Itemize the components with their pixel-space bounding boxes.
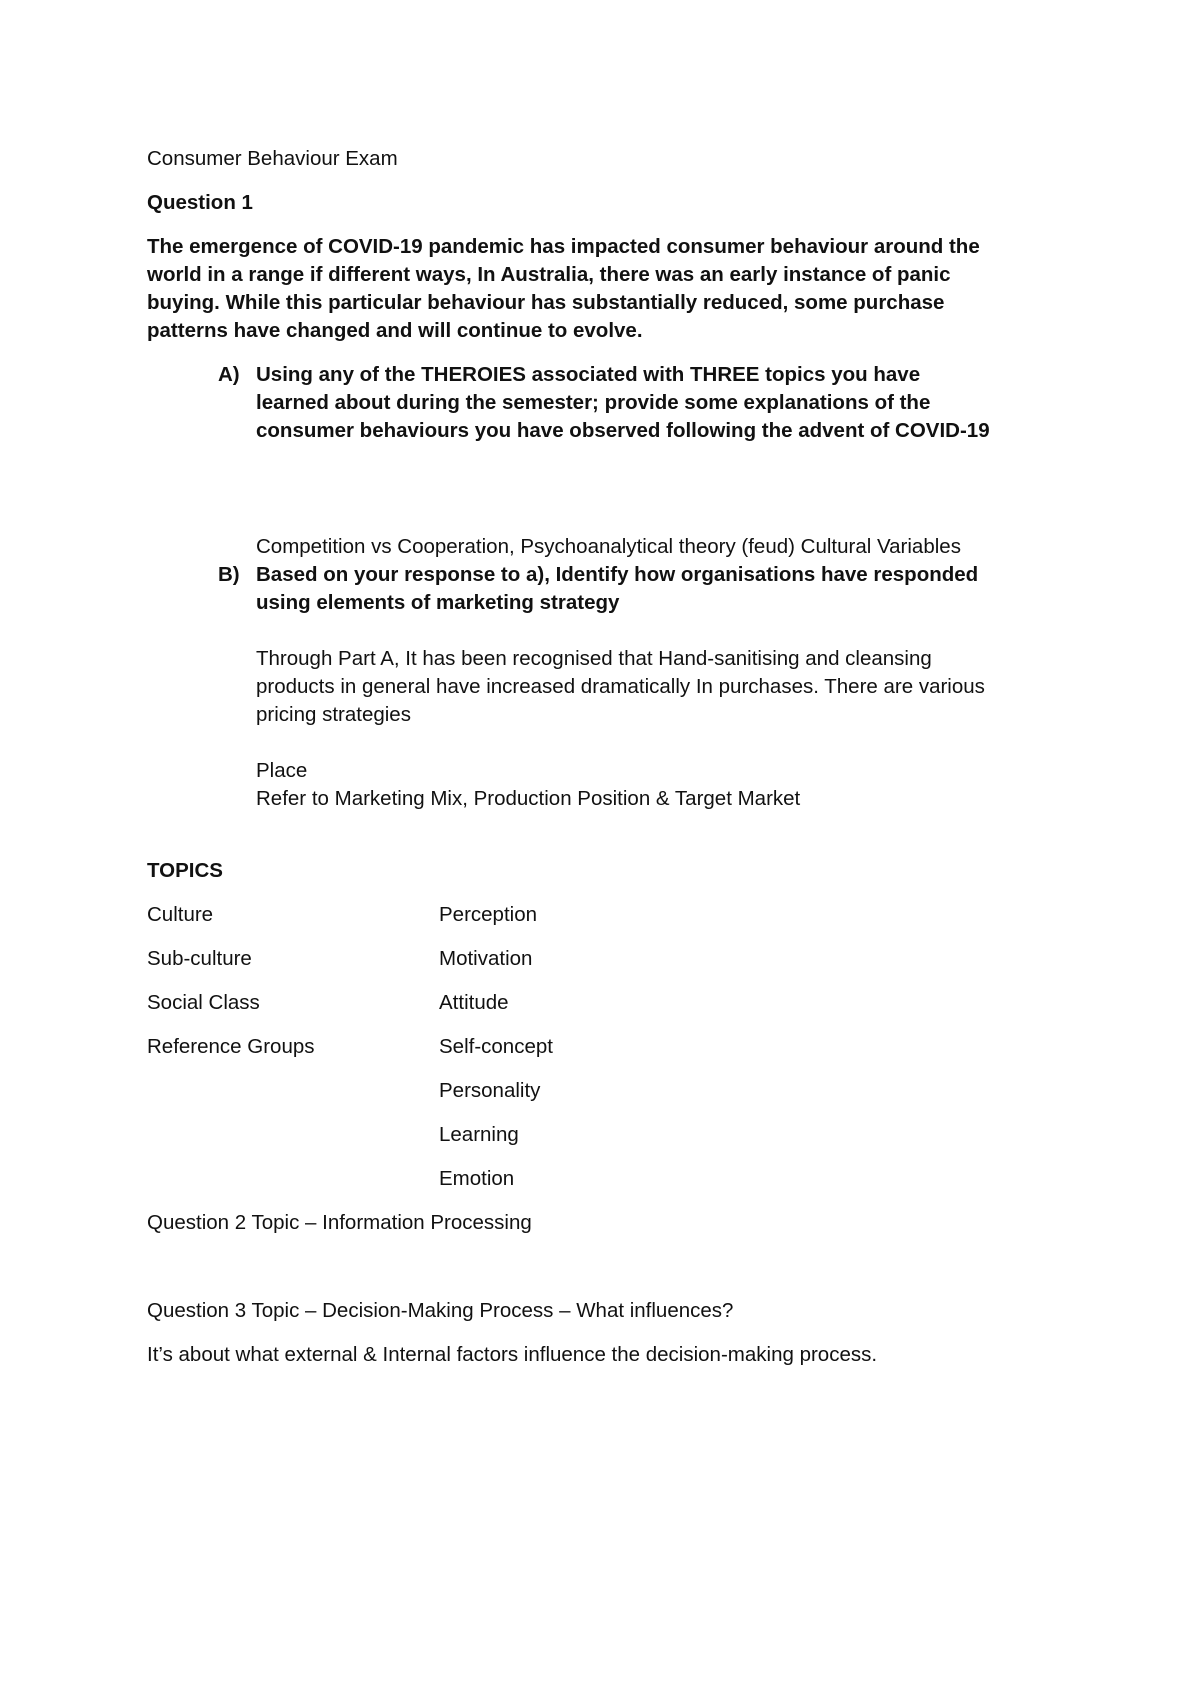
topic-item: Learning [439, 1123, 519, 1146]
topic-item: Emotion [439, 1167, 515, 1190]
part-a-prompt-line: learned about during the semester; provide some explanations of the [256, 391, 931, 414]
topic-item: Culture [147, 903, 214, 926]
topic-item: Social Class [147, 991, 260, 1014]
part-b-prompt [256, 561, 978, 617]
part-b-prompt-line: Based on your response to a), Identify how organisations have responded [256, 563, 979, 586]
part-a-prompt-line: consumer behaviours you have observed following the advent of COVID-19 [256, 419, 990, 442]
part-a-prompt [256, 361, 990, 445]
question-3-topic: Question 3 Topic – Decision-Making Process – What influences? [147, 1299, 734, 1322]
topic-item: Self-concept [439, 1035, 553, 1058]
topic-item: Perception [439, 903, 538, 926]
question-1-heading: Question 1 [147, 191, 253, 214]
part-b-answer-line: pricing strategies [256, 703, 411, 726]
topic-item: Personality [439, 1079, 541, 1102]
question-3-note: It’s about what external & Internal factors influence the decision-making process. [147, 1343, 878, 1366]
question-1-intro-line: world in a range if different ways, In Australia, there was an early instance of panic [147, 263, 951, 286]
topic-item: Sub-culture [147, 947, 252, 970]
part-b-answer-line: Through Part A, It has been recognised that Hand-sanitising and cleansing [256, 647, 932, 670]
topic-item: Motivation [439, 947, 533, 970]
topic-item: Attitude [439, 991, 509, 1014]
part-b-answer [256, 645, 985, 729]
part-b-refer-text: Refer to Marketing Mix, Production Position & Target Market [256, 787, 801, 810]
part-b-answer-line: products in general have increased dramatically In purchases. There are various [256, 675, 985, 698]
part-a-marker: A) [218, 363, 240, 386]
question-1-intro-line: patterns have changed and will continue to evolve. [147, 319, 643, 342]
topic-item: Reference Groups [147, 1035, 315, 1058]
question-1-intro-line: The emergence of COVID-19 pandemic has impacted consumer behaviour around the [147, 235, 980, 258]
question-2-topic: Question 2 Topic – Information Processing [147, 1211, 532, 1234]
topics-heading: TOPICS [147, 859, 223, 882]
question-1-intro [147, 233, 980, 345]
document-title: Consumer Behaviour Exam [147, 147, 398, 170]
part-a-answer: Competition vs Cooperation, Psychoanalytical theory (feud) Cultural Variables [256, 535, 961, 558]
question-1-intro-line: buying. While this particular behaviour has substantially reduced, some purchase [147, 291, 945, 314]
part-b-marker: B) [218, 563, 240, 586]
part-b-place-label: Place [256, 759, 308, 782]
part-a-prompt-line: Using any of the THEROIES associated with THREE topics you have [256, 363, 921, 386]
part-b-prompt-line: using elements of marketing strategy [256, 591, 620, 614]
